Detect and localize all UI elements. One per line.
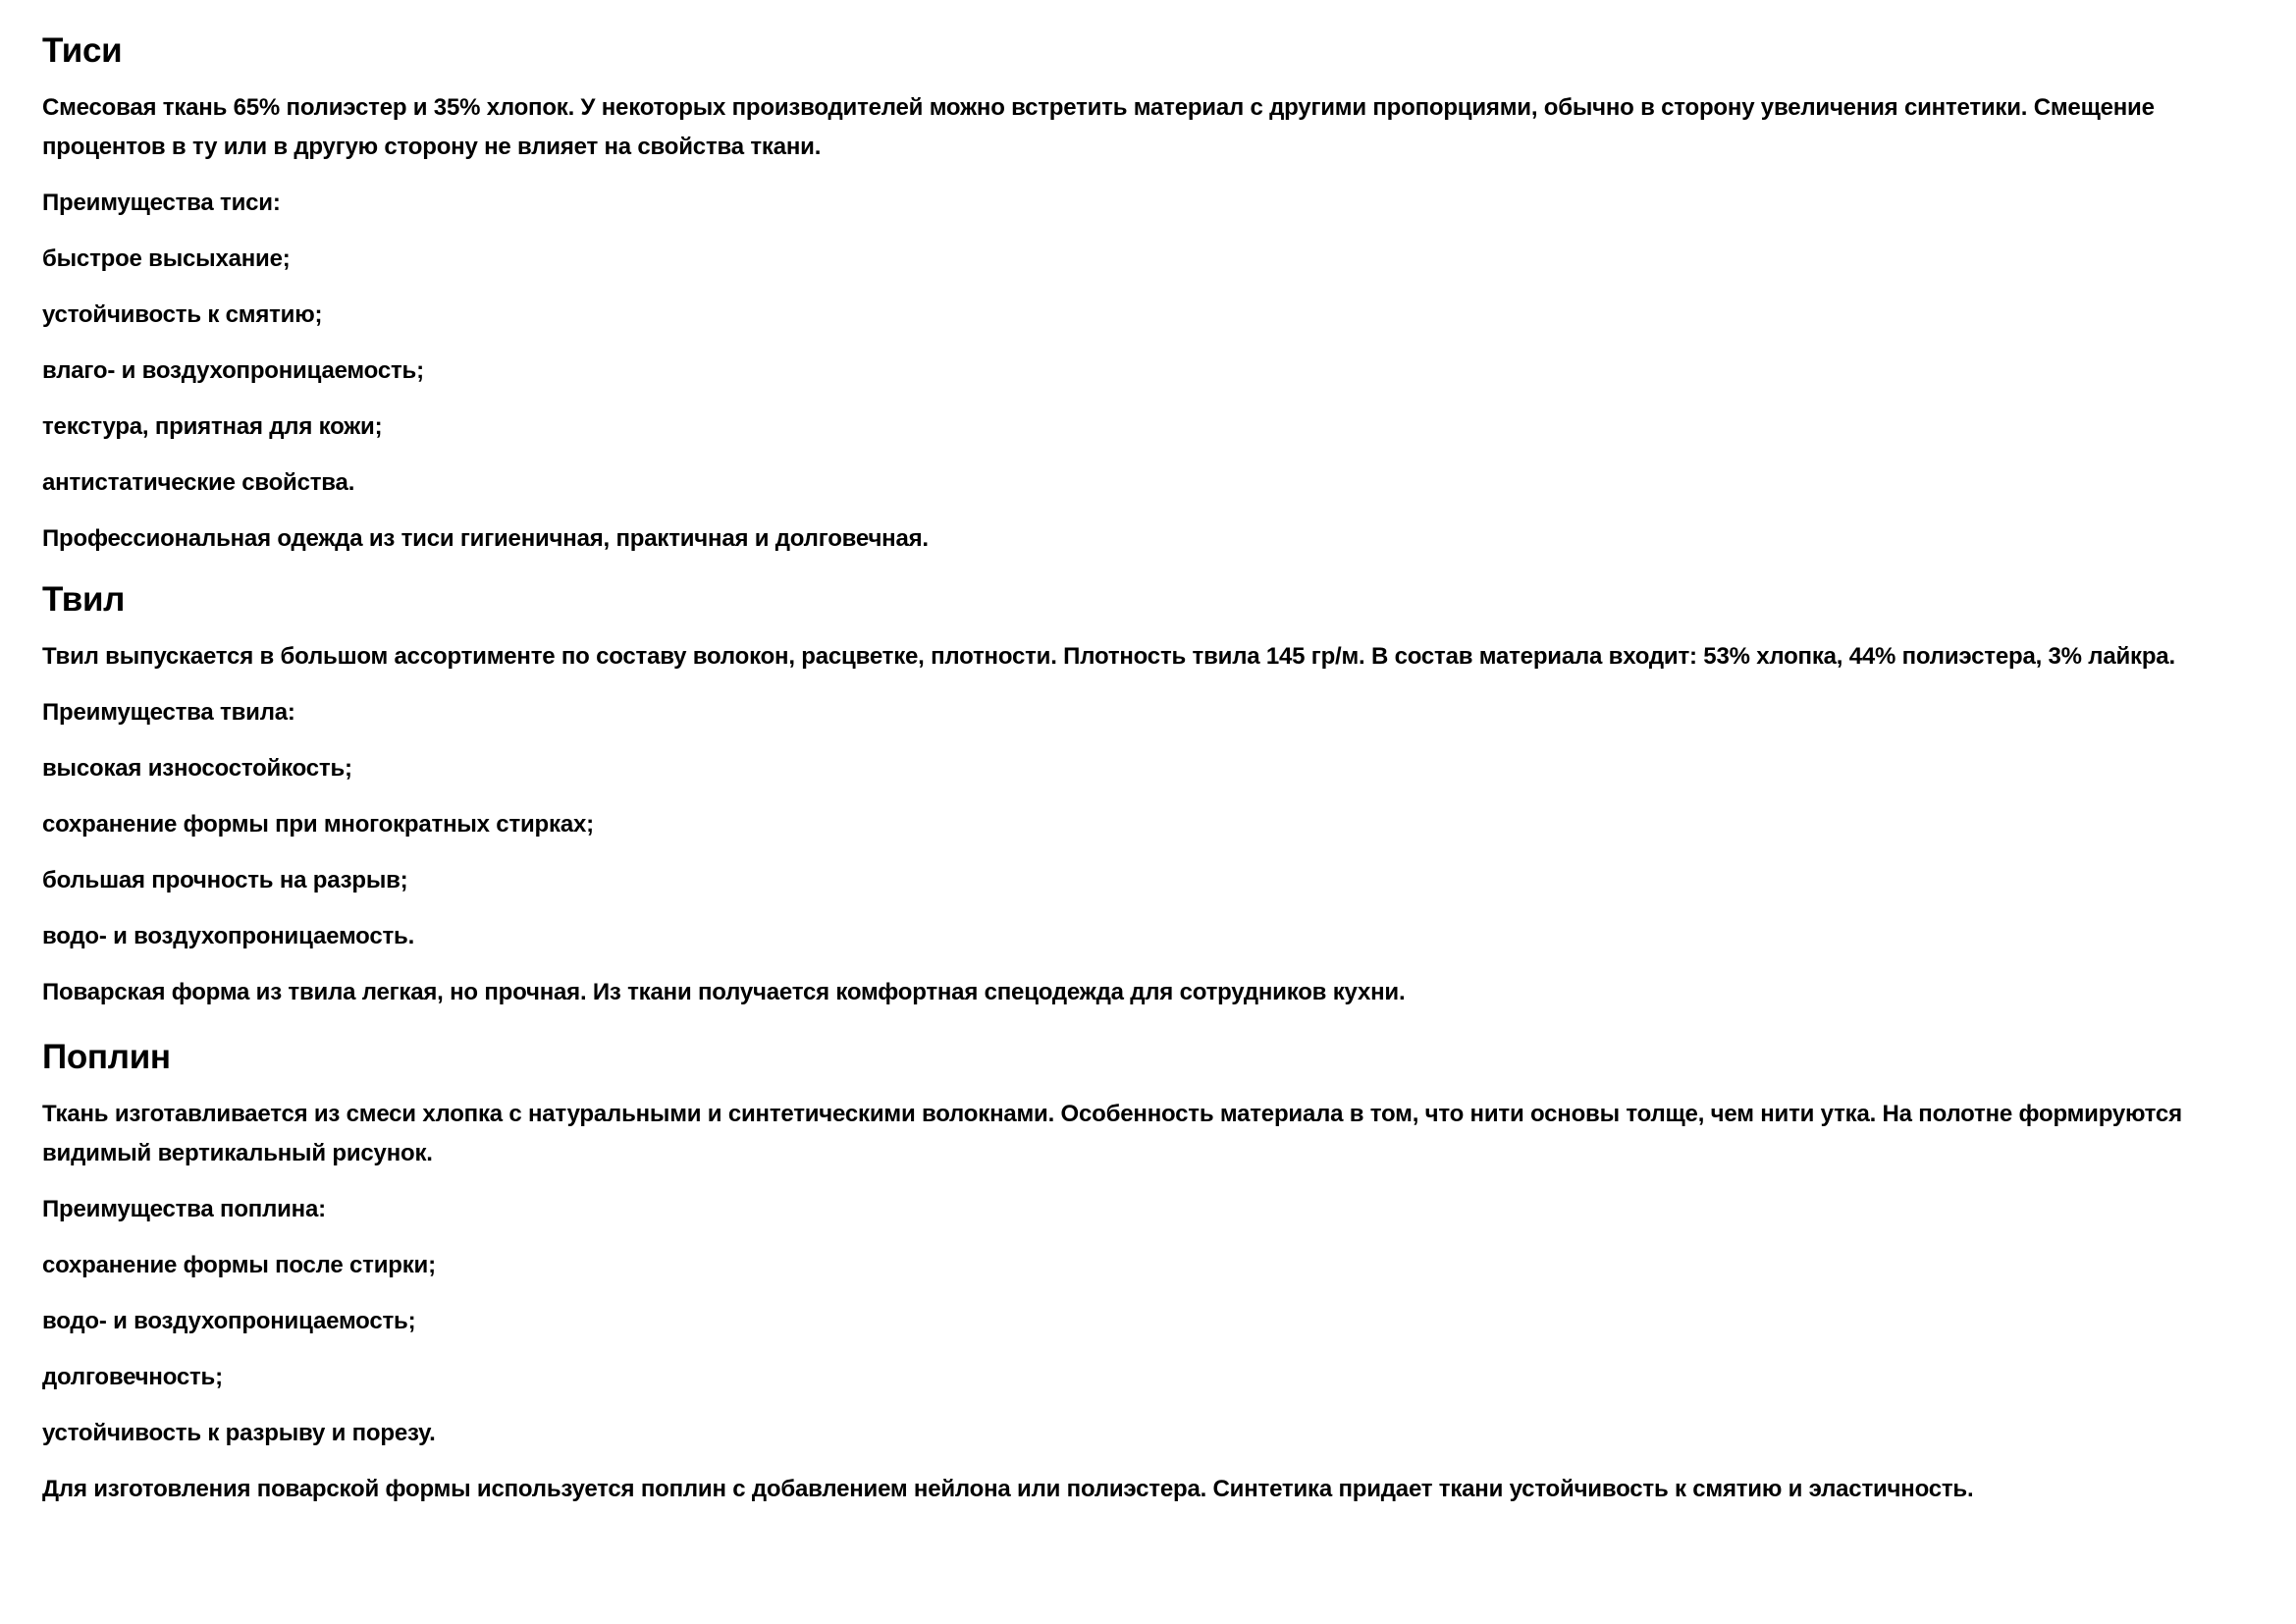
section-intro-poplin: Ткань изготавливается из смеси хлопка с натуральными и синтетическими волокнами. Особенность материала в том, что нити основы толще, чем нити утка. На полотне формируются видимый вертикальный рисунок.	[42, 1101, 2182, 1166]
list-item: высокая износостойкость;	[42, 755, 352, 782]
section-poplin	[42, 1034, 2261, 1509]
list-item: антистатические свойства.	[42, 469, 355, 496]
section-title-tisi: Тиси	[42, 31, 123, 70]
section-conclusion-poplin: Для изготовления поварской формы используется поплин с добавлением нейлона или полиэстера. Синтетика придает ткани устойчивость к смятию и эластичность.	[42, 1476, 1974, 1502]
document-page	[42, 27, 2261, 1509]
section-tisi	[42, 27, 2261, 559]
list-item: текстура, приятная для кожи;	[42, 413, 383, 440]
section-title-twill: Твил	[42, 580, 126, 619]
section-intro-tisi: Смесовая ткань 65% полиэстер и 35% хлопок. У некоторых производителей можно встретить материал с другими пропорциями, обычно в сторону увеличения синтетики. Смещение процентов в ту или в другую сторону не влияет на свойства ткани.	[42, 94, 2155, 160]
list-item: влаго- и воздухопроницаемость;	[42, 357, 424, 384]
advantages-heading-tisi: Преимущества тиси:	[42, 189, 281, 216]
list-item: устойчивость к смятию;	[42, 301, 323, 328]
advantages-heading-twill: Преимущества твила:	[42, 699, 295, 726]
section-twill	[42, 576, 2261, 1012]
list-item: водо- и воздухопроницаемость.	[42, 923, 415, 949]
section-conclusion-tisi: Профессиональная одежда из тиси гигиеничная, практичная и долговечная.	[42, 525, 929, 552]
list-item: быстрое высыхание;	[42, 245, 291, 272]
list-item: долговечность;	[42, 1364, 223, 1390]
list-item: сохранение формы после стирки;	[42, 1252, 436, 1278]
list-item: устойчивость к разрыву и порезу.	[42, 1420, 436, 1446]
section-intro-twill: Твил выпускается в большом ассортименте по составу волокон, расцветке, плотности. Плотность твила 145 гр/м. В состав материала входит: 53% хлопка, 44% полиэстера, 3% лайкра.	[42, 643, 2175, 670]
advantages-heading-poplin: Преимущества поплина:	[42, 1196, 326, 1222]
list-item: сохранение формы при многократных стирках;	[42, 811, 594, 838]
list-item: водо- и воздухопроницаемость;	[42, 1308, 416, 1334]
section-title-poplin: Поплин	[42, 1038, 171, 1076]
section-conclusion-twill: Поварская форма из твила легкая, но прочная. Из ткани получается комфортная спецодежда для сотрудников кухни.	[42, 979, 1406, 1005]
list-item: большая прочность на разрыв;	[42, 867, 408, 893]
